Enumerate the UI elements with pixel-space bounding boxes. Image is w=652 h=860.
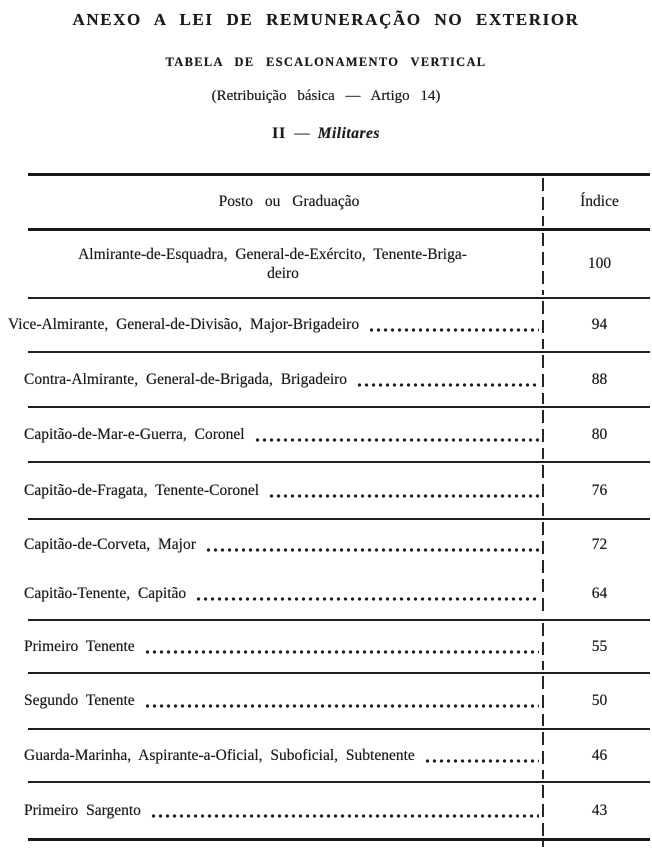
- table-row: [6, 730, 650, 781]
- index-cell: 88: [542, 353, 650, 406]
- rank-text: Guarda-Marinha, Aspirante-a-Oficial, Suboficial, Subtenente: [24, 746, 415, 764]
- index-cell: 100: [542, 231, 650, 297]
- section-number: II: [272, 125, 287, 142]
- rank-text-line1: Almirante-de-Esquadra, General-de-Exército, Tenente-Briga-: [78, 246, 467, 263]
- table-row: [6, 674, 650, 728]
- index-cell: 64: [591, 585, 608, 603]
- index-cell: 46: [542, 730, 650, 781]
- rank-text: Primeiro Sargento: [24, 801, 141, 819]
- page-note: (Retribuição básica — Artigo 14): [211, 88, 441, 104]
- document-page: [0, 10, 652, 860]
- dot-leader: [144, 704, 539, 708]
- rank-cell: [6, 520, 542, 570]
- rank-text-line2: deiro: [267, 264, 299, 282]
- column-header-posto: Posto ou Graduação: [218, 193, 360, 210]
- table-row: [6, 783, 650, 838]
- table-header-row: [6, 176, 650, 228]
- rank-text: Primeiro Tenente: [24, 637, 135, 655]
- rank-cell: [6, 463, 542, 518]
- index-cell: 43: [542, 783, 650, 838]
- dot-leader: [150, 814, 539, 818]
- column-header-indice: Índice: [542, 176, 650, 228]
- rank-cell: [6, 730, 542, 781]
- table-row: [6, 408, 650, 461]
- index-cell: 80: [542, 408, 650, 461]
- dot-leader: [356, 383, 539, 387]
- index-cell: 76: [542, 463, 650, 518]
- table-row: [6, 299, 650, 351]
- rank-cell: [6, 783, 542, 838]
- rank-table: [6, 173, 650, 847]
- dot-leader: [205, 548, 539, 552]
- rank-cell: [6, 674, 542, 728]
- dot-leader: [144, 650, 539, 654]
- table-row: [6, 353, 650, 406]
- table-row-group: [6, 520, 650, 619]
- index-cell: 94: [542, 299, 650, 351]
- index-cell-group: [542, 520, 650, 619]
- section-title: Militares: [317, 125, 380, 142]
- rank-cell-group: [6, 520, 542, 619]
- page-title: ANEXO A LEI DE REMUNERAÇÃO NO EXTERIOR: [72, 10, 580, 29]
- section-heading: [0, 125, 652, 143]
- rank-cell: [6, 353, 542, 406]
- rank-text-line2-wrap: [237, 264, 311, 283]
- rank-text: Capitão-de-Corveta, Major: [24, 535, 196, 553]
- rank-text: Segundo Tenente: [24, 692, 135, 709]
- rank-text: Capitão-de-Fragata, Tenente-Coronel: [24, 481, 260, 499]
- rank-text: Vice-Almirante, General-de-Divisão, Major-Brigadeiro: [8, 316, 360, 333]
- dot-leader: [268, 494, 539, 498]
- table-row: [6, 621, 650, 672]
- rank-cell: [6, 408, 542, 461]
- rank-text: Capitão-Tenente, Capitão: [24, 585, 187, 603]
- rank-text: Contra-Almirante, General-de-Brigada, Brigadeiro: [24, 370, 348, 388]
- rank-cell: [6, 570, 542, 620]
- rank-cell: [6, 231, 542, 297]
- dot-leader: [254, 438, 539, 442]
- table-rule-bottom: [28, 838, 650, 841]
- section-dash: —: [294, 125, 310, 142]
- dot-leader: [368, 328, 539, 332]
- column-header-posto-cell: [6, 176, 542, 228]
- index-cell: 72: [591, 535, 608, 553]
- divider-tail-dash: [542, 841, 544, 847]
- rank-cell: [6, 621, 542, 672]
- dot-leader: [424, 759, 539, 763]
- table-row: [6, 463, 650, 518]
- table-row: [6, 231, 650, 297]
- page-subtitle: TABELA DE ESCALONAMENTO VERTICAL: [165, 55, 487, 69]
- rank-cell: [6, 299, 542, 351]
- rank-text: Capitão-de-Mar-e-Guerra, Coronel: [24, 425, 245, 443]
- dot-leader: [195, 597, 539, 601]
- index-cell: 50: [542, 674, 650, 728]
- index-cell: 55: [542, 621, 650, 672]
